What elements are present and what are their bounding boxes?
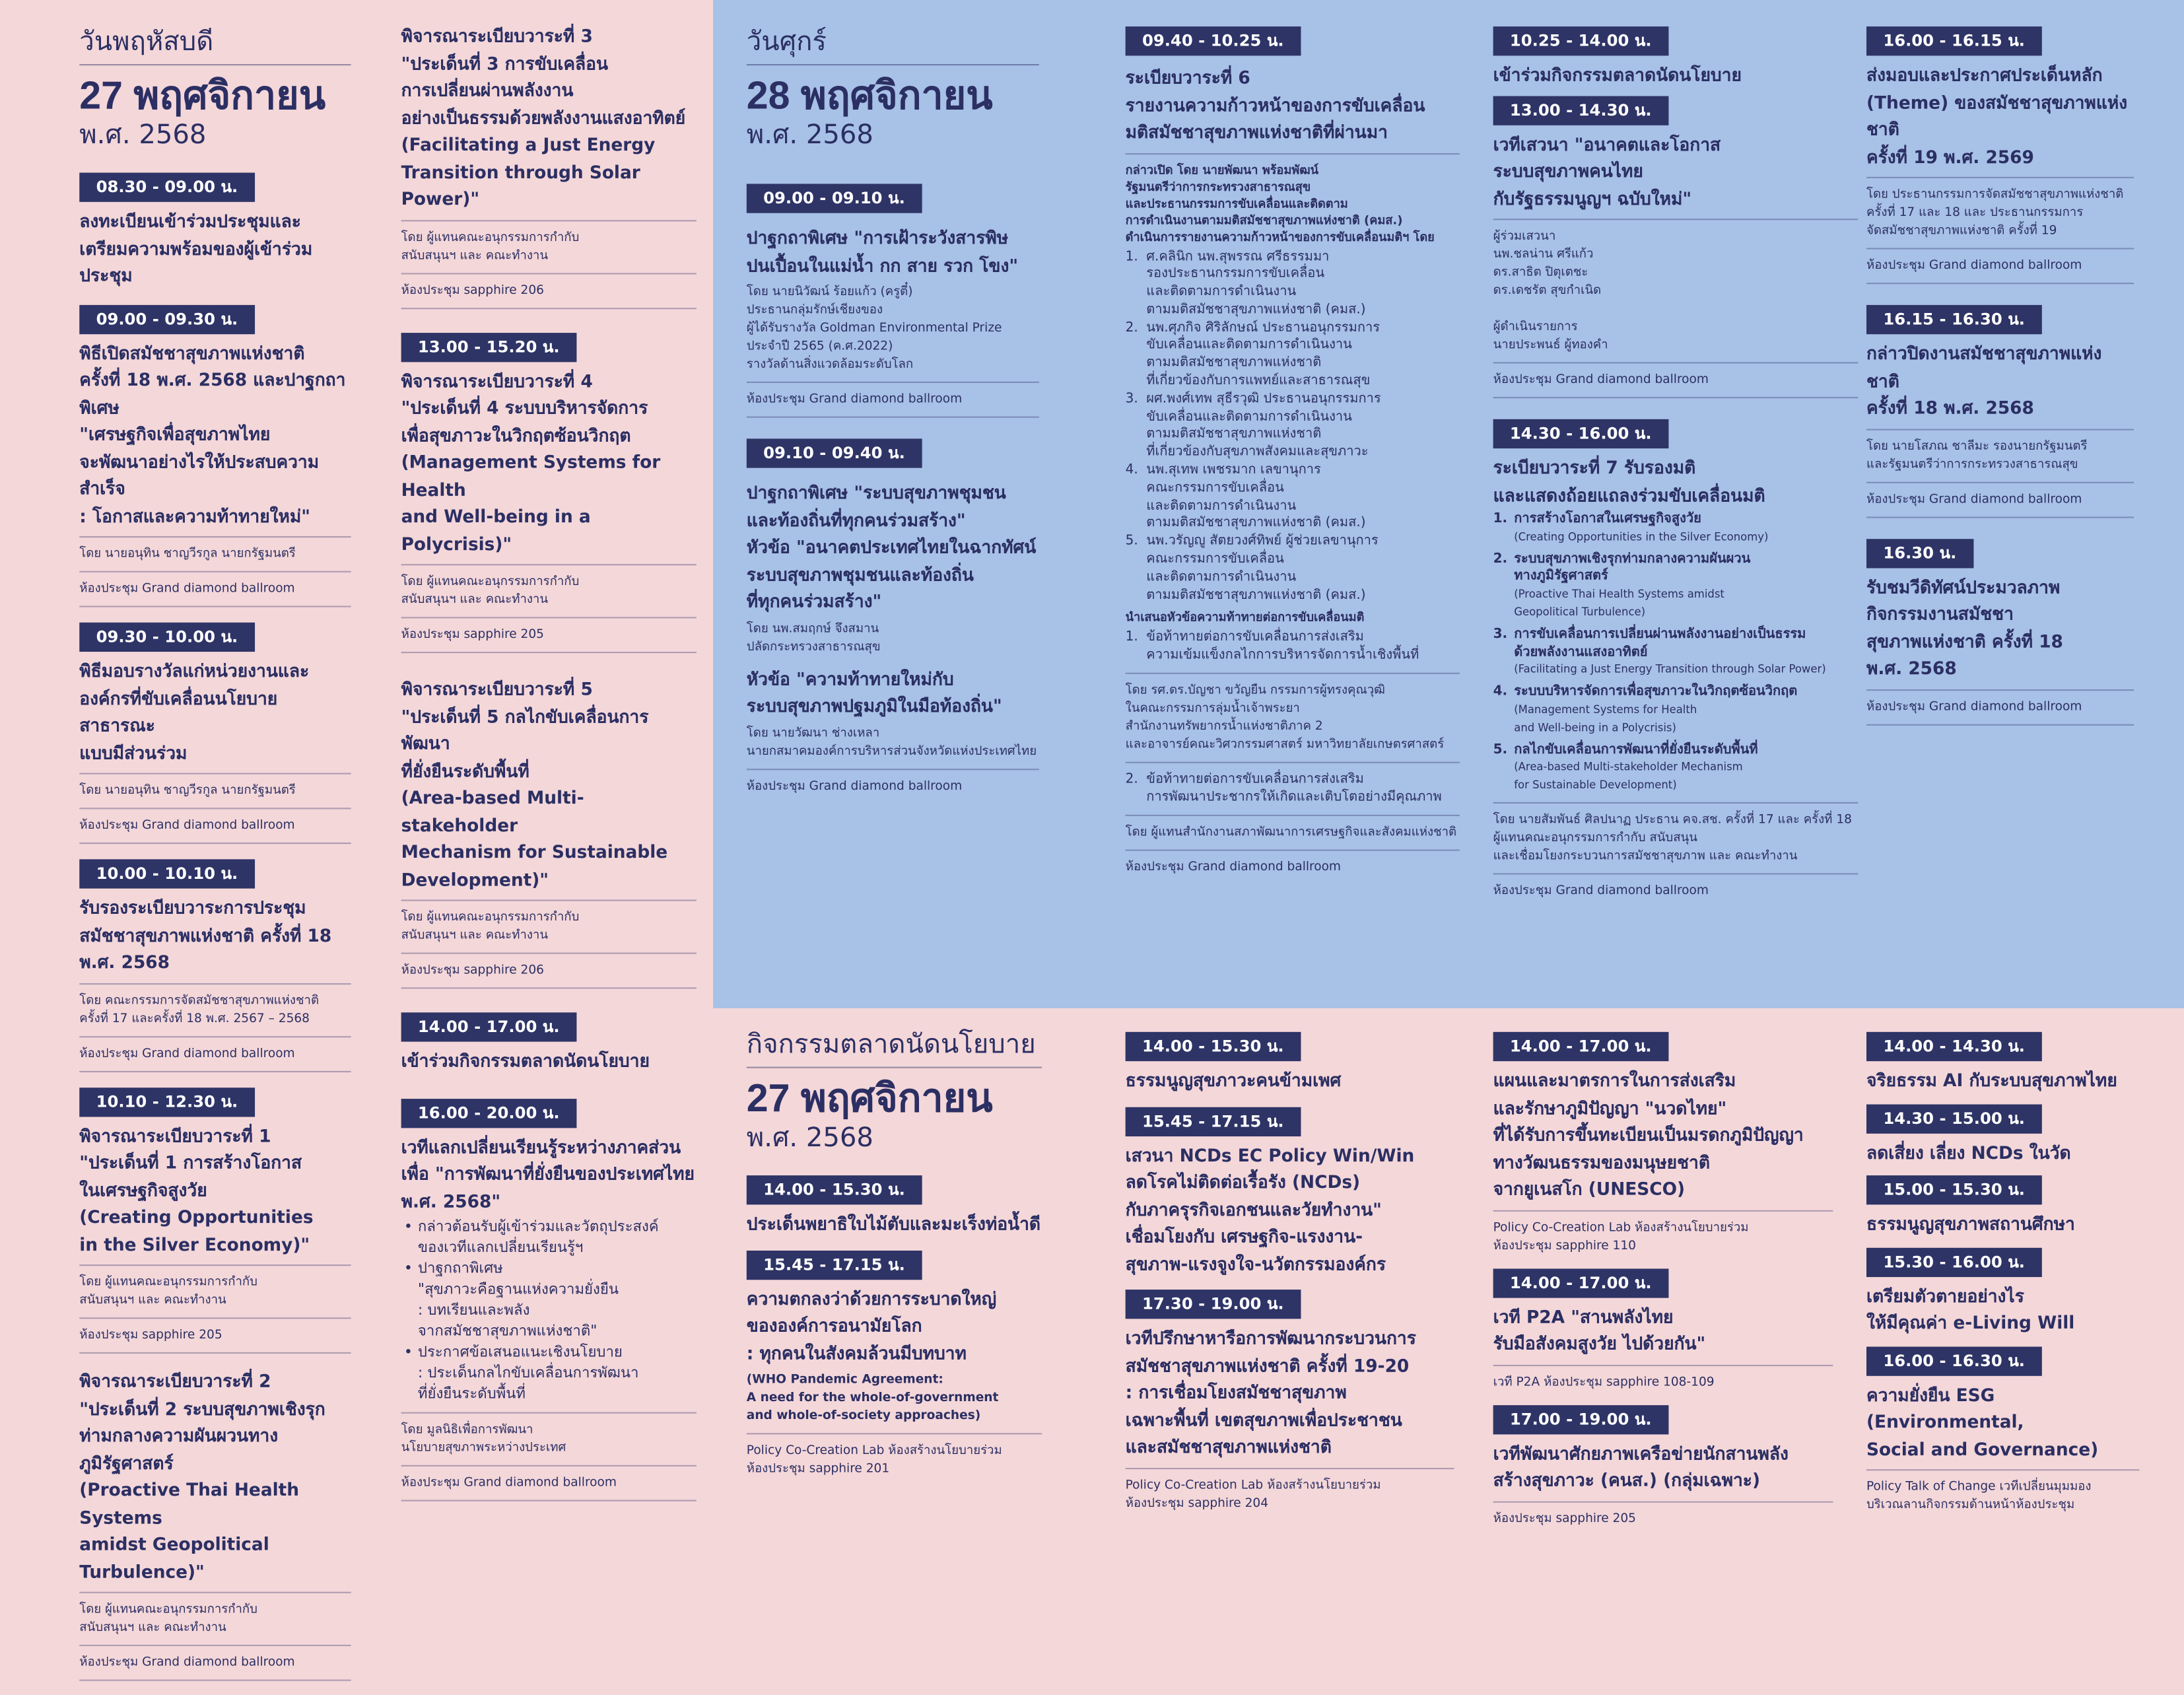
event-room: ห้องประชุม Grand diamond ballroom (79, 582, 295, 596)
event-title: ส่งมอบและประกาศประเด็นหลัก (Theme) ของสมัชชาสุขภาพแห่งชาติ ครั้งที่ 19 พ.ศ. 2569 (1866, 64, 2128, 167)
event-time: 17.00 - 19.00 น. (1493, 1404, 1668, 1434)
divider (401, 652, 697, 653)
challenge-text: ข้อท้าทายต่อการขับเคลื่อนการส่งเสริม การพัฒนาประชากรให้เกิดและเติบโตอย่างมีคุณภาพ (1146, 771, 1442, 805)
schedule-event (401, 675, 697, 989)
divider (401, 1412, 697, 1414)
divider (401, 1465, 697, 1467)
event-room: ห้องประชุม Grand diamond ballroom (746, 392, 963, 407)
divider (79, 605, 351, 607)
divider (401, 307, 697, 308)
event-title: เวที P2A "สานพลังไทย รับมือสังคมสูงวัย ไปด้วยกัน" (1493, 1305, 1706, 1354)
agenda-subtitle: (Area-based Multi-stakeholder Mechanism for Sustainable Development) (1514, 761, 1743, 792)
event-title: ลดเสี่ยง เลี่ยง NCDs ในวัด (1866, 1141, 2071, 1163)
event-title: พิธีเปิดสมัชชาสุขภาพแห่งชาติ ครั้งที่ 18 พ.ศ. 2568 และปาฐกถาพิเศษ "เศรษฐกิจเพื่อสุขภาพไทย จะพัฒนาอย่างไรให้ประสบความสำเร็จ : โอกาสและความท้าทายใหม่" (79, 341, 346, 526)
event-room: ห้องประชุม Grand diamond ballroom (401, 1476, 617, 1490)
event-title: ธรรมนูญสุขภาวะคนข้ามเพศ (1125, 1069, 1342, 1091)
divider (1866, 248, 2134, 249)
divider (1493, 802, 1859, 804)
thursday-date: 27 พฤศจิกายน (79, 73, 326, 118)
event-title: พิจารณาระเบียบวาระที่ 5 "ประเด็นที่ 5 กลไกขับเคลื่อนการพัฒนา ที่ยั่งยืนระดับพื้นที่ (Area-based Multi-stakeholder Mechanism for Sustainable Development)" (401, 678, 668, 889)
list-text: นพ.วรัญญู สัตยวงศ์ทิพย์ ผู้ช่วยเลขานุการ คณะกรรมการขับเคลื่อน และติดตามการดำเนินงาน ตามมติสมัชชาสุขภาพแห่งชาติ (คมส.) (1146, 534, 1379, 603)
agenda-subtitle: (Management Systems for Health and Well-being in a Polycrisis) (1514, 703, 1697, 734)
event-time: 15.30 - 16.00 น. (1866, 1247, 2041, 1276)
event-time: 15.45 - 17.15 น. (1126, 1107, 1301, 1136)
event-speaker: Policy Co-Creation Lab ห้องสร้างนโยบายร่วม ห้องประชุม sapphire 204 (1125, 1478, 1381, 1511)
divider (79, 1592, 351, 1593)
agenda-title: ระบบสุขภาพเชิงรุกท่ามกลางความผันผวน ทางภูมิรัฐศาสตร์ (1514, 551, 1751, 584)
event-speaker: ห้องประชุม sapphire 205 (1493, 1511, 1636, 1526)
divider (79, 773, 351, 775)
event-title: พิจารณาระเบียบวาระที่ 2 "ประเด็นที่ 2 ระบบสุขภาพเชิงรุก ท่ามกลางความผันผวนทางภูมิรัฐศาสตร์ (Proactive Thai Health Systems amidst Geopolitical Turbulence)" (79, 1370, 325, 1581)
market-column-4 (1866, 1031, 2140, 1524)
event-title: พิจารณาระเบียบวาระที่ 1 "ประเด็นที่ 1 การสร้างโอกาส ในเศรษฐกิจสูงวัย (Creating Opportunities in the Silver Economy)" (79, 1124, 314, 1255)
market-events-1 (747, 1174, 1042, 1479)
list-number: 3. (1125, 391, 1138, 407)
event-time: 08.30 - 09.00 น. (79, 173, 254, 202)
event-title: ความยั่งยืน ESG (Environmental, Social and Governance) (1866, 1383, 2099, 1459)
schedule-event (79, 171, 351, 289)
list-text: นพ.สุเทพ เพชรมาก เลขานุการ คณะกรรมการขับเคลื่อน และติดตามการดำเนินงาน ตามมติสมัชชาสุขภาพแห่งชาติ (คมส.) (1146, 462, 1366, 532)
event-title: ลงทะเบียนเข้าร่วมประชุมและ เตรียมความพร้อมของผู้เข้าร่วมประชุม (79, 210, 313, 286)
divider (401, 617, 697, 618)
divider (1493, 1210, 1833, 1211)
divider (79, 983, 351, 984)
schedule-event (79, 858, 351, 1072)
event-room: ห้องประชุม Grand diamond ballroom (1866, 492, 2082, 506)
market-column-2 (1126, 1031, 1454, 1525)
event-room: ห้องประชุม Grand diamond ballroom (1866, 259, 2082, 273)
divider (79, 1352, 351, 1354)
divider (747, 1433, 1042, 1434)
divider (747, 1067, 1042, 1068)
event-time: 13.00 - 14.30 น. (1493, 95, 1668, 124)
friday-column-3 (1493, 25, 1859, 920)
schedule-event (79, 1367, 351, 1681)
event-title: ปาฐกถาพิเศษ "การเฝ้าระวังสารพิษ ปนเปื้อนในแม่น้ำ กก สาย รวก โขง" (746, 226, 1019, 275)
divider (79, 1317, 351, 1319)
friday-column-4 (1866, 25, 2134, 744)
list-text: ผศ.พงศ์เทพ สุธีรวุฒิ ประธานอนุกรรมการ ขับเคลื่อนและติดตามการดำเนินงาน ตามมติสมัชชาสุขภาพแห่งชาติ ที่เกี่ยวข้องกับสุขภาพสังคมและสุขภาวะ (1146, 391, 1381, 460)
market-column-1 (747, 1028, 1042, 1490)
event-time: 15.00 - 15.30 น. (1866, 1175, 2041, 1204)
divider (1126, 153, 1460, 154)
speaker-list (1126, 248, 1460, 605)
list-item: 1. ข้อท้าทายต่อการขับเคลื่อนการส่งเสริม ความเข้มแข็งกลไกการบริหารจัดการน้ำเชิงพื้นที่ (1125, 630, 1419, 664)
event-title: รับรองระเบียบวาระการประชุม สมัชชาสุขภาพแห่งชาติ ครั้งที่ 18 พ.ศ. 2568 (79, 897, 332, 973)
list-text: นพ.ศุภกิจ ศิริลักษณ์ ประธานอนุกรรมการ ขับเคลื่อนและติดตามการดำเนินงาน ตามมติสมัชชาสุขภาพแห่งชาติ ที่เกี่ยวข้องกับการแพทย์และสาธารณสุข (1146, 320, 1381, 389)
divider (79, 571, 351, 572)
divider (1126, 849, 1460, 850)
event-room: ห้องประชุม Grand diamond ballroom (1866, 699, 2082, 714)
bullet-list (401, 1217, 697, 1405)
divider (79, 1035, 351, 1037)
market-events-2 (1126, 1031, 1454, 1513)
divider (401, 219, 697, 221)
event-room: ห้องประชุม Grand diamond ballroom (1493, 373, 1709, 388)
event-title: ประเด็นพยาธิใบไม้ตับและมะเร็งท่อน้ำดี (746, 1213, 1041, 1234)
divider (79, 1645, 351, 1646)
list-number: 1. (1493, 511, 1508, 527)
divider (79, 1264, 351, 1266)
schedule-event (1866, 304, 2134, 518)
divider (1866, 689, 2134, 690)
divider (1866, 429, 2134, 430)
list-item: 2. ข้อท้าทายต่อการขับเคลื่อนการส่งเสริม การพัฒนาประชากรให้เกิดและเติบโตอย่างมีคุณภาพ (1125, 771, 1442, 805)
agenda-title: การขับเคลื่อนการเปลี่ยนผ่านพลังงานอย่างเป็นธรรม ด้วยพลังงานแสงอาทิตย์ (1514, 626, 1806, 660)
event-speaker: โดย ผู้แทนคณะอนุกรรมการกำกับ สนับสนุนฯ และ คณะทำงาน (79, 1603, 257, 1636)
event-time: 16.00 - 16.15 น. (1866, 26, 2041, 55)
event-speaker: Policy Talk of Change เวทีเปลี่ยนมุมมอง บริเวณลานกิจกรรมด้านหน้าห้องประชุม (1866, 1480, 2092, 1513)
event-title: ระเบียบวาระที่ 6 รายงานความก้าวหน้าของการขับเคลื่อน มติสมัชชาสุขภาพแห่งชาติที่ผ่านมา (1125, 67, 1425, 143)
thursday-column-2 (401, 22, 697, 1524)
divider (1866, 1469, 2140, 1470)
agenda-title: การสร้างโอกาสในเศรษฐกิจสูงวัย (1514, 511, 1701, 527)
list-number: 5. (1125, 534, 1138, 549)
event-speaker: โดย ผู้แทนคณะอนุกรรมการกำกับ สนับสนุนฯ และ คณะทำงาน (401, 575, 580, 607)
divider (747, 768, 1039, 769)
event-speaker: โดย ผู้แทนคณะอนุกรรมการกำกับ สนับสนุนฯ และ คณะทำงาน (79, 1275, 257, 1308)
event-time: 09.30 - 10.00 น. (79, 623, 254, 652)
event-time: 14.00 - 15.30 น. (747, 1175, 922, 1204)
divider (1866, 177, 2134, 178)
event-title: แผนและมาตรการในการส่งเสริม และรักษาภูมิปัญญา "นวดไทย" ที่ได้รับการขึ้นทะเบียนเป็นมรดกภูมิปัญญา ทางวัฒนธรรมของมนุษยชาติ จากยูเนสโก (UNESCO) (1493, 1069, 1804, 1199)
event-title: เข้าร่วมกิจกรรมตลาดนัดนโยบาย (1493, 64, 1742, 85)
thursday-year: พ.ศ. 2568 (79, 120, 207, 151)
market-events-3 (1493, 1031, 1833, 1529)
event-speaker: โดย นายโสภณ ชาลีมะ รองนายกรัฐมนตรี และรัฐมนตรีว่าการกระทรวงสาธารณสุข (1866, 439, 2088, 471)
divider (1493, 219, 1859, 220)
bullet-item: • ประกาศข้อเสนอแนะเชิงนโยบาย : ประเด็นกลไกขับเคลื่อนการพัฒนา ที่ยั่งยืนระดับพื้นที่ (401, 1342, 697, 1405)
event-speaker: โดย ผู้แทนคณะอนุกรรมการกำกับ สนับสนุนฯ และ คณะทำงาน (401, 230, 580, 263)
divider (1126, 814, 1460, 815)
event-speaker: โดย ประธานกรรมการจัดสมัชชาสุขภาพแห่งชาติ ครั้งที่ 17 และ 18 และ ประธานกรรมการ จัดสมัชชาสุขภาพแห่งชาติ ครั้งที่ 19 (1866, 188, 2124, 238)
event-speaker: Policy Co-Creation Lab ห้องสร้างนโยบายร่วม ห้องประชุม sapphire 110 (1493, 1220, 1749, 1253)
friday-column-2 (1126, 25, 1460, 877)
event-speaker: โดย นายสัมพันธ์ ศิลปนาฏ ประธาน คจ.สช. ครั้งที่ 17 และ ครั้งที่ 18 ผู้แทนคณะอนุกรรมการกำกับ สนับสนุน และเชื่อมโยงกระบวนการสมัชชาสุขภาพ และ คณะทำงาน (1493, 813, 1852, 864)
divider (401, 953, 697, 954)
list-item (1126, 462, 1460, 534)
schedule-event (1866, 1344, 2140, 1515)
event-title: ระเบียบวาระที่ 7 รับรองมติ และแสดงถ้อยแถลงร่วมขับเคลื่อนมติ (1493, 456, 1765, 505)
event-time: 10.00 - 10.10 น. (79, 859, 254, 888)
event-room: ห้องประชุม Grand diamond ballroom (1493, 884, 1709, 899)
event-speaker: โดย นายนิวัฒน์ ร้อยแก้ว (ครูตี๋) ประธานกลุ่มรักษ์เชียงของ ผู้ได้รับรางวัล Goldman Environmental Prize ประจำปี 2565 (ค.ศ.2022) รางวัลด้านสิ่งแวดล้อมระดับโลก (746, 285, 1002, 372)
friday-events-4 (1866, 25, 2134, 725)
divider (1493, 397, 1859, 398)
divider (1126, 1467, 1454, 1469)
friday-year: พ.ศ. 2568 (746, 120, 873, 151)
event-speaker: Policy Co-Creation Lab ห้องสร้างนโยบายร่วม ห้องประชุม sapphire 201 (746, 1444, 1002, 1476)
friday-date: 28 พฤศจิกายน (746, 73, 993, 118)
event-subtopic: หัวข้อ "ความท้าทายใหม่กับ ระบบสุขภาพปฐมภูมิในมือท้องถิ่น" (746, 668, 1002, 716)
list-item (1126, 320, 1460, 391)
event-speaker: โดย คณะกรรมการจัดสมัชชาสุขภาพแห่งชาติ ครั้งที่ 17 และครั้งที่ 18 พ.ศ. 2567 – 2568 (79, 993, 320, 1026)
event-time: 10.25 - 14.00 น. (1493, 26, 1668, 55)
schedule-event (1126, 1288, 1454, 1513)
event-title: เวทีเสวนา "อนาคตและโอกาส ระบบสุขภาพคนไทย กับรัฐธรรมนูญฯ ฉบับใหม่" (1493, 133, 1721, 209)
event-room: ห้องประชุม sapphire 205 (401, 628, 544, 642)
divider (79, 1070, 351, 1072)
divider (1493, 1364, 1833, 1366)
divider (79, 843, 351, 844)
schedule-event (79, 303, 351, 607)
list-number: 3. (1493, 626, 1508, 642)
agenda-item (1493, 627, 1859, 680)
event-title: พิจารณาระเบียบวาระที่ 4 "ประเด็นที่ 4 ระบบบริหารจัดการ เพื่อสุขภาวะในวิกฤตซ้อนวิกฤต (Management Systems for Health and Well-being in a Polycrisis)" (401, 369, 661, 554)
list-text: ศ.คลินิก นพ.สุพรรณ ศรีธรรมมา รองประธานกรรมการขับเคลื่อน และติดตามการดำเนินงาน ตามมติสมัชชาสุขภาพแห่งชาติ (คมส.) (1146, 248, 1366, 318)
schedule-event (1493, 1266, 1833, 1392)
agenda-item (1493, 742, 1859, 795)
schedule-event (1866, 1174, 2140, 1237)
schedule-event (1866, 25, 2134, 284)
divider (1866, 516, 2134, 517)
thursday-column-1 (79, 25, 351, 1695)
list-item (1126, 391, 1460, 462)
agenda-title: ระบบบริหารจัดการเพื่อสุขภาวะในวิกฤตซ้อนวิกฤต (1514, 683, 1798, 700)
friday-event (747, 437, 1039, 796)
event-time: 14.00 - 15.30 น. (1126, 1032, 1301, 1061)
divider (79, 1680, 351, 1681)
event-room: ห้องประชุม sapphire 206 (401, 283, 544, 298)
agenda-item (1493, 551, 1859, 622)
event-title: เสวนา NCDs EC Policy Win/Win ลดโรคไม่ติดต่อเรื้อรัง (NCDs) กับภาครุรกิจเอกชนและวัยทำงาน" เชื่อมโยงกับ เศรษฐกิจ-แรงงาน- สุขภาพ-แรงจูงใจ-นวัตกรรมองค์กร (1125, 1144, 1415, 1274)
list-number: 4. (1493, 683, 1508, 700)
list-number: 2. (1125, 320, 1138, 335)
event-speaker: โดย นายอนุทิน ชาญวีรกูล นายกรัฐมนตรี (79, 784, 296, 798)
event-title: ปาฐกถาพิเศษ "ระบบสุขภาพชุมชน และท้องถิ่นที่ทุกคนร่วมสร้าง" หัวข้อ "อนาคตประเทศไทยในฉากทัศน์ ระบบสุขภาพชุมชนและท้องถิ่น ที่ทุกคนร่วมสร้าง" (746, 481, 1037, 611)
schedule-event (1866, 1246, 2140, 1336)
schedule-event (401, 331, 697, 653)
event-speaker: โดย รศ.ดร.บัญชา ขวัญยืน กรรมการผู้ทรงคุณวุฒิ ในคณะกรรมการลุ่มน้ำเจ้าพระยา สำนักงานทรัพยากรน้ำแห่งชาติภาค 2 และอาจารย์คณะวิศวกรรมศาสตร์ มหาวิทยาลัยเกษตรศาสตร์ (1125, 683, 1445, 752)
schedule-event (401, 1097, 697, 1502)
divider (747, 417, 1039, 418)
schedule-event (1866, 1031, 2140, 1094)
event-speaker: โดย นายอนุทิน ชาญวีรกูล นายกรัฐมนตรี (79, 547, 296, 561)
divider (401, 272, 697, 273)
schedule-event (1126, 1031, 1454, 1094)
schedule-event (401, 1011, 697, 1074)
divider (1493, 362, 1859, 363)
market-events-4 (1866, 1031, 2140, 1515)
schedule-event (1126, 1105, 1454, 1277)
event-room: ห้องประชุม Grand diamond ballroom (79, 819, 295, 833)
event-speaker: โดย นายวัฒนา ช่างเหลา นายกสมาคมองค์การบริหารส่วนจังหวัดแห่งประเทศไทย (746, 726, 1037, 759)
event-title: รับชมวีดิทัศน์ประมวลภาพ กิจกรรมงานสมัชชา สุขภาพแห่งชาติ ครั้งที่ 18 พ.ศ. 2568 (1866, 576, 2063, 679)
event-time: 16.00 - 16.30 น. (1866, 1346, 2041, 1375)
bullet-item: • กล่าวต้อนรับผู้เข้าร่วมและวัตถุประสงค์ ของเวทีแลกเปลี่ยนเรียนรู้ฯ (401, 1217, 697, 1259)
friday-event (1493, 25, 1859, 88)
bullet-item: • ปาฐกถาพิเศษ "สุขภาวะคือฐานแห่งความยั่งยืน : บทเรียนและพลัง จากสมัชชาสุขภาพแห่งชาติ" (401, 1259, 697, 1343)
event-room: ห้องประชุม sapphire 206 (401, 963, 544, 978)
friday-day-label: วันศุกร์ (746, 26, 827, 57)
schedule-event (1866, 537, 2134, 725)
challenge-list (1126, 772, 1460, 808)
schedule-event (747, 1249, 1042, 1479)
thursday-events-2 (401, 22, 697, 1502)
market-year: พ.ศ. 2568 (746, 1122, 873, 1154)
challenge-heading: นำเสนอหัวข้อความท้าทายต่อการขับเคลื่อนมติ (1125, 611, 1365, 626)
friday-event (747, 182, 1039, 417)
schedule-event (1866, 1102, 2140, 1165)
divider (1866, 724, 2134, 725)
schedule-event (1493, 1403, 1833, 1529)
list-item (1126, 534, 1460, 605)
event-time: 14.00 - 17.00 น. (1493, 1268, 1668, 1297)
event-subtitle: (WHO Pandemic Agreement: A need for the whole-of-government and whole-of-society approaches) (746, 1373, 999, 1424)
divider (401, 987, 697, 988)
list-number: 4. (1125, 462, 1138, 478)
event-time: 09.40 - 10.25 น. (1126, 26, 1301, 55)
market-column-3 (1493, 1031, 1833, 1540)
friday-event (1493, 418, 1859, 901)
divider (1126, 673, 1460, 674)
list-number: 5. (1493, 742, 1508, 757)
divider (1126, 762, 1460, 763)
list-number: 1. (1125, 248, 1138, 264)
event-speaker: โดย ผู้แทนสำนักงานสภาพัฒนาการเศรษฐกิจและสังคมแห่งชาติ (1125, 825, 1457, 839)
event-title: เข้าร่วมกิจกรรมตลาดนัดนโยบาย (401, 1050, 650, 1071)
event-title: เวทีพัฒนาศักยภาพเครือข่ายนักสานพลัง สร้างสุขภาวะ (คนส.) (กลุ่มเฉพาะ) (1493, 1441, 1789, 1490)
market-date: 27 พฤศจิกายน (746, 1076, 993, 1120)
schedule-event (401, 22, 697, 308)
divider (401, 564, 697, 565)
divider (747, 64, 1039, 65)
agenda-item (1493, 511, 1859, 547)
friday-event (1493, 94, 1859, 398)
event-panel: ผู้ร่วมเสวนา นพ.ชลน่าน ศรีแก้ว ดร.สาธิต ปิตุเตชะ ดร.เดชรัต สุขกำเนิด ผู้ดำเนินรายการ นายประพนธ์ ผู้ทองคำ (1493, 230, 1608, 353)
event-title: กล่าวปิดงานสมัชชาสุขภาพแห่งชาติ ครั้งที่ 18 พ.ศ. 2568 (1866, 342, 2102, 418)
event-title: พิธีมอบรางวัลแก่หน่วยงานและ องค์กรที่ขับเคลื่อนนโยบายสาธารณะ แบบมีส่วนร่วม (79, 660, 310, 763)
challenge-list (1126, 630, 1460, 666)
friday-column-1 (747, 25, 1039, 815)
market-title: กิจกรรมตลาดนัดนโยบาย (746, 1029, 1036, 1060)
event-speaker: โดย มูลนิธิเพื่อการพัฒนา นโยบายสุขภาพระหว่างประเทศ (401, 1423, 566, 1456)
divider (747, 382, 1039, 383)
event-time: 14.00 - 14.30 น. (1866, 1032, 2041, 1061)
event-intro: กล่าวเปิด โดย นายพัฒนา พร้อมพัฒน์ รัฐมนตรีว่าการกระทรวงสาธารณสุข และประธานกรรมการขับเคลื่อนและติดตาม การดำเนินงานตามมติสมัชชาสุขภาพแห่งชาติ (คมส.) ดำเนินการรายงานความก้าวหน้าของการขับเคลื่อนมติฯ โดย (1125, 163, 1435, 245)
event-speaker: โดย ผู้แทนคณะอนุกรรมการกำกับ สนับสนุนฯ และ คณะทำงาน (401, 911, 580, 943)
agenda-list (1493, 511, 1859, 795)
list-number: 2. (1493, 551, 1508, 567)
event-room: ห้องประชุม sapphire 205 (79, 1329, 222, 1343)
thursday-events-1 (79, 171, 351, 1680)
event-time: 09.00 - 09.10 น. (747, 184, 922, 213)
event-time: 14.30 - 16.00 น. (1493, 419, 1668, 448)
agenda-subtitle: (Proactive Thai Health Systems amidst Geopolitical Turbulence) (1514, 588, 1724, 619)
event-time: 14.00 - 17.00 น. (1493, 1032, 1668, 1061)
schedule-event (79, 621, 351, 844)
agenda-title: กลไกขับเคลื่อนการพัฒนาที่ยั่งยืนระดับพื้นที่ (1514, 742, 1758, 757)
event-title: จริยธรรม AI กับระบบสุขภาพไทย (1866, 1069, 2117, 1091)
divider (79, 536, 351, 537)
divider (1866, 481, 2134, 483)
event-title: ธรรมนูญสุขภาพสถานศึกษา (1866, 1213, 2075, 1234)
event-time: 16.15 - 16.30 น. (1866, 305, 2041, 334)
event-time: 14.00 - 17.00 น. (401, 1012, 576, 1041)
divider (79, 64, 351, 65)
event-speaker: โดย นพ.สมฤกษ์ จึงสมาน ปลัดกระทรวงสาธารณสุข (746, 621, 881, 654)
agenda-subtitle: (Creating Opportunities in the Silver Economy) (1514, 530, 1769, 543)
divider (79, 808, 351, 809)
challenge-text: ข้อท้าทายต่อการขับเคลื่อนการส่งเสริม ความเข้มแข็งกลไกการบริหารจัดการน้ำเชิงพื้นที่ (1146, 630, 1419, 664)
divider (401, 899, 697, 901)
event-title: เวทีปรึกษาหารือการพัฒนากระบวนการ สมัชชาสุขภาพแห่งชาติ ครั้งที่ 19-20 : การเชื่อมโยงสมัชชาสุขภาพ เฉพาะพื้นที่ เขตสุขภาพเพื่อประชาชน และสมัชชาสุขภาพแห่งชาติ (1125, 1327, 1416, 1457)
event-room: ห้องประชุม Grand diamond ballroom (746, 779, 963, 794)
event-time: 13.00 - 15.20 น. (401, 332, 576, 361)
event-title: เวทีแลกเปลี่ยนเรียนรู้ระหว่างภาคส่วน เพื่อ "การพัฒนาที่ยั่งยืนของประเทศไทย พ.ศ. 2568" (401, 1135, 695, 1211)
divider (1493, 873, 1859, 874)
divider (1493, 1501, 1833, 1502)
schedule-event (1493, 1031, 1833, 1256)
event-room: ห้องประชุม Grand diamond ballroom (79, 1046, 295, 1061)
event-time: 10.10 - 12.30 น. (79, 1087, 254, 1116)
event-title: พิจารณาระเบียบวาระที่ 3 "ประเด็นที่ 3 การขับเคลื่อน การเปลี่ยนผ่านพลังงาน อย่างเป็นธรรมด้วยพลังงานแสงอาทิตย์ (Facilitating a Just Energy Transition through Solar Power)" (401, 24, 686, 209)
schedule-event (747, 1174, 1042, 1237)
agenda-subtitle: (Facilitating a Just Energy Transition through Solar Power) (1514, 663, 1826, 676)
thursday-day-label: วันพฤหัสบดี (79, 26, 214, 57)
event-speaker: เวที P2A ห้องประชุม sapphire 108-109 (1493, 1375, 1715, 1389)
divider (1866, 283, 2134, 284)
agenda-item (1493, 684, 1859, 738)
event-title: ความตกลงว่าด้วยการระบาดใหญ่ ขององค์การอนามัยโลก : ทุกคนในสังคมล้วนมีบทบาท (746, 1287, 997, 1363)
event-time: 09.10 - 09.40 น. (747, 438, 922, 467)
event-room: ห้องประชุม Grand diamond ballroom (1125, 860, 1342, 874)
event-time: 16.30 น. (1866, 538, 1973, 567)
event-time: 14.30 - 15.00 น. (1866, 1103, 2041, 1132)
event-time: 17.30 - 19.00 น. (1126, 1290, 1301, 1319)
event-room: ห้องประชุม Grand diamond ballroom (79, 1655, 295, 1670)
event-time: 15.45 - 17.15 น. (747, 1250, 922, 1279)
event-time: 16.00 - 20.00 น. (401, 1098, 576, 1127)
schedule-event (79, 1086, 351, 1354)
event-title: เตรียมตัวตายอย่างไร ให้มีคุณค่า e-Living Will (1866, 1284, 2075, 1333)
event-time: 09.00 - 09.30 น. (79, 304, 254, 333)
list-item (1126, 248, 1460, 320)
divider (401, 1500, 697, 1502)
